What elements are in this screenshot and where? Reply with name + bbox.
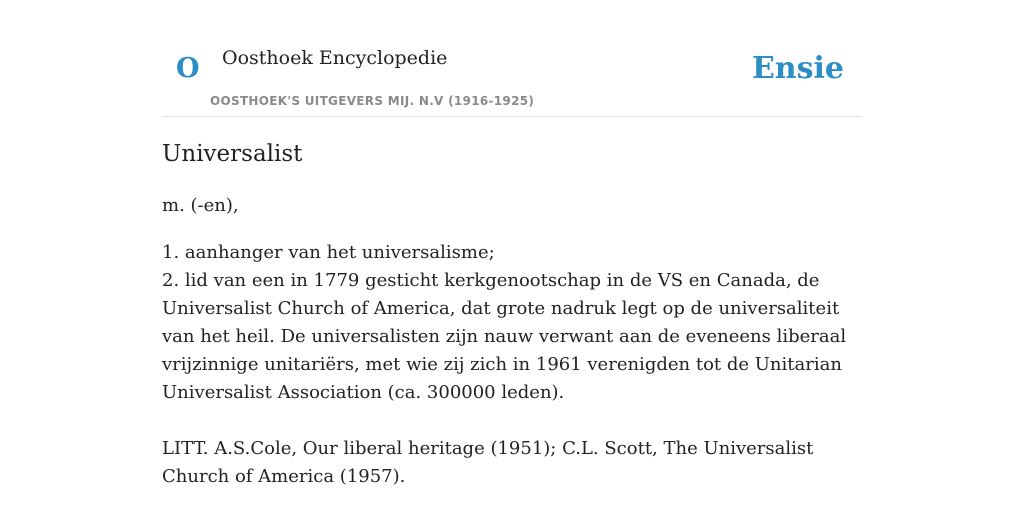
publication-logo-icon[interactable]: O (176, 53, 200, 84)
entry-grammar: m. (-en), (162, 195, 239, 216)
ensie-brand-logo[interactable]: Ensie (751, 51, 844, 86)
definition-1: 1. aanhanger van het universalisme; (162, 242, 495, 263)
definition-2: 2. lid van een in 1779 gesticht kerkgenootschap in de VS en Canada, de Universalist Church of America, dat grote nadruk legt op de universaliteit van het heil. De universalisten zijn nauw verwant aan de eveneens liberaal vrijzinnige unitariërs, met wie zij zich in 1961 verenigden tot de Unitarian Universalist Association (ca. 300000 leden). (162, 270, 847, 403)
publication-title-link[interactable]: Oosthoek Encyclopedie (222, 47, 448, 69)
entry-definitions (162, 239, 862, 407)
publisher-label: OOSTHOEK'S UITGEVERS MIJ. N.V (1916-1925) (210, 94, 535, 108)
page (162, 0, 862, 512)
entry-title: Universalist (162, 141, 303, 167)
header (162, 0, 862, 117)
entry-literature: LITT. A.S.Cole, Our liberal heritage (1951); C.L. Scott, The Universalist Church of America (1957). (162, 438, 814, 487)
